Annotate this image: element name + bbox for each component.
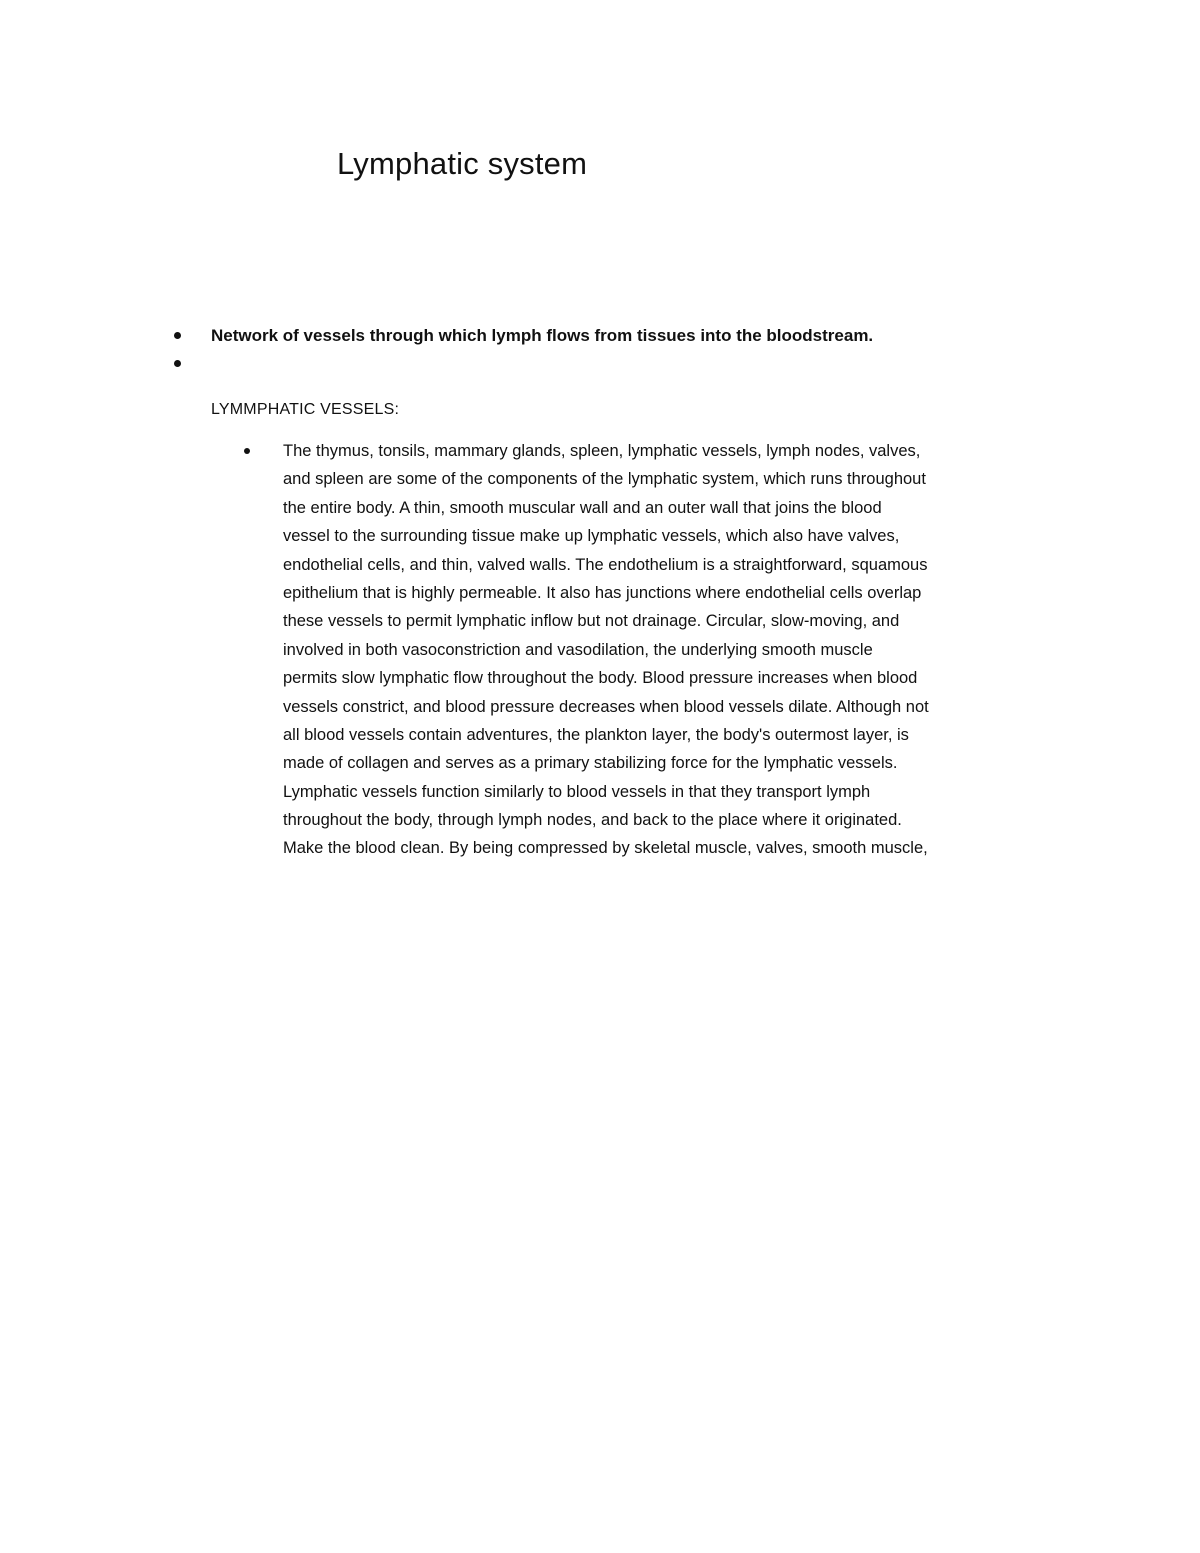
paragraph-line: made of collagen and serves as a primary stabilizing force for the lymphatic vessels. <box>283 754 898 773</box>
list-item <box>174 350 1074 378</box>
bullet-icon <box>244 448 250 454</box>
paragraph-line: epithelium that is highly permeable. It also has junctions where endothelial cells overlap <box>283 583 922 602</box>
list-item <box>174 322 1074 350</box>
paragraph-line: and spleen are some of the components of the lymphatic system, which runs throughout <box>283 470 926 489</box>
paragraph-line: permits slow lymphatic flow throughout the body. Blood pressure increases when blood <box>283 669 918 688</box>
paragraph-line: endothelial cells, and thin, valved walls. The endothelium is a straightforward, squamous <box>283 555 928 574</box>
paragraph-line: Make the blood clean. By being compressed by skeletal muscle, valves, smooth muscle, <box>283 839 928 858</box>
paragraph-line: Lymphatic vessels function similarly to blood vessels in that they transport lymph <box>283 782 871 801</box>
paragraph-line: involved in both vasoconstriction and vasodilation, the underlying smooth muscle <box>283 640 873 659</box>
document-title: Lymphatic system <box>337 146 588 181</box>
intro-bullet-list <box>174 322 1074 378</box>
section-heading: LYMMPHATIC VESSELS: <box>211 401 400 418</box>
list-item <box>244 437 1074 863</box>
intro-bullet-text: Network of vessels through which lymph flows from tissues into the bloodstream. <box>211 326 874 345</box>
paragraph-line: the entire body. A thin, smooth muscular wall and an outer wall that joins the blood <box>283 498 882 517</box>
bullet-icon <box>174 360 181 367</box>
paragraph-line: these vessels to permit lymphatic inflow but not drainage. Circular, slow-moving, and <box>283 612 900 631</box>
paragraph-line: The thymus, tonsils, mammary glands, spleen, lymphatic vessels, lymph nodes, valves, <box>283 442 921 460</box>
paragraph-line: vessels constrict, and blood pressure decreases when blood vessels dilate. Although not <box>283 697 929 716</box>
paragraph-line: all blood vessels contain adventures, the plankton layer, the body's outermost layer, is <box>283 725 909 744</box>
bullet-icon <box>174 332 181 339</box>
paragraph-line: vessel to the surrounding tissue make up lymphatic vessels, which also have valves, <box>283 527 900 546</box>
vessel-paragraph <box>283 437 1073 863</box>
paragraph-line: throughout the body, through lymph nodes, and back to the place where it originated. <box>283 811 902 830</box>
vessel-bullet-list <box>244 437 1074 863</box>
